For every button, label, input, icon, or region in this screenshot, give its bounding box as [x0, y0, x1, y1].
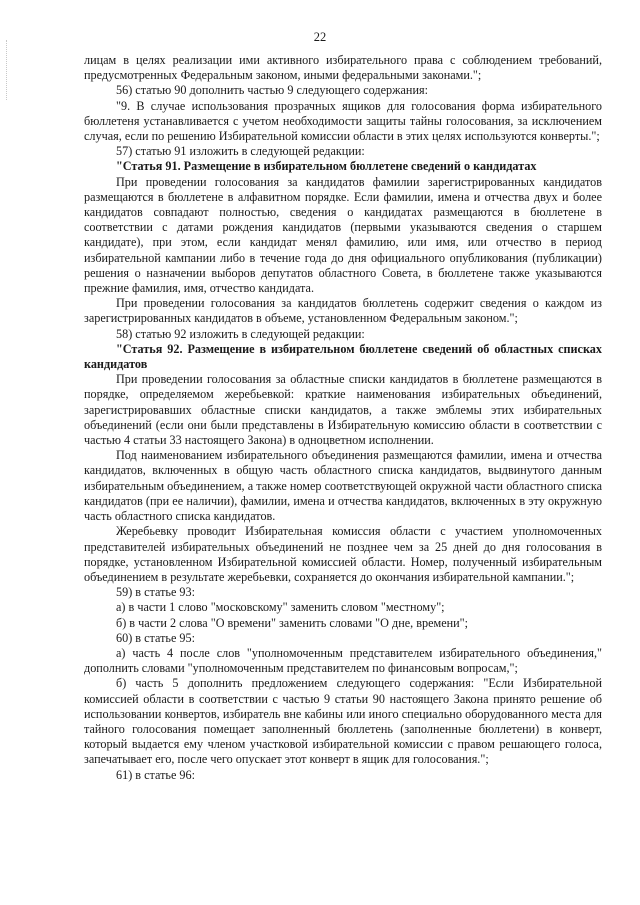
- scan-margin-mark: [6, 40, 8, 100]
- paragraph-2: "9. В случае использования прозрачных ящиков для голосования форма избирательного бюллетеня устанавливается с учетом необходимости защиты тайны голосования, за исключением случая, если по решению Избирательной комиссии области в этих целях используются конверты.";: [84, 98, 602, 144]
- paragraph-6: При проведении голосования за кандидатов бюллетень содержит сведения о каждом из зарегистрированных кандидатов в объеме, установленном Федеральным законом.";: [84, 296, 602, 326]
- paragraph-9: При проведении голосования за областные списки кандидатов в бюллетене размещаются в порядке, определяемом жеребьевкой: краткие наименования избирательных объединений, зарегистрировавших областные списки кандидатов, а также эмблемы этих избирательных объединений (если они были представлены в Избирательную комиссию области в соответствии с частью 4 статьи 33 настоящего Закона) в одноцветном исполнении.: [84, 372, 602, 448]
- paragraph-12: 59) в статье 93:: [116, 585, 195, 600]
- paragraph-10: Под наименованием избирательного объединения размещаются фамилии, имена и отчества кандидатов, включенных в общую часть областного списка кандидатов, выдвинутого данным избирательным объединением, а также номер соответствующей окружной части областного списка кандидатов (при ее наличии), фамилии, имена и отчества кандидатов, включенных в эту окружную часть областного списка кандидатов.: [84, 448, 602, 524]
- paragraph-16: а) часть 4 после слов "уполномоченным представителем избирательного объединения," дополнить словами "уполномоченным представителем по финансовым вопросам,";: [84, 645, 602, 676]
- paragraph-14: б) в части 2 слова "О времени" заменить словами "О дне, времени";: [116, 615, 469, 630]
- paragraph-18: 61) в статье 96:: [116, 767, 195, 782]
- document-body: [84, 53, 602, 783]
- paragraph-11: Жеребьевку проводит Избирательная комиссия области с участием уполномоченных представителей избирательных объединений не позднее чем за 25 дней до дня голосования в порядке, установленном Избирательной комиссией области. Номер, полученный избирательным объединением в результате жеребьевки, сохраняется до окончания избирательной кампании.";: [84, 524, 602, 584]
- paragraph-0: лицам в целях реализации ими активного избирательного права с соблюдением требований, предусмотренных Федеральным законом, иными федеральными законами.";: [84, 53, 602, 83]
- paragraph-7: 58) статью 92 изложить в следующей редакции:: [116, 326, 365, 341]
- paragraph-3: 57) статью 91 изложить в следующей редакции:: [116, 144, 365, 159]
- paragraph-17: б) часть 5 дополнить предложением следующего содержания: "Если Избирательной комиссией области в соответствии с частью 9 статьи 90 настоящего Закона принято решение об использовании конвертов, избиратель вне кабины или иного специально оборудованного места для тайного голосования помещает заполненный бюллетень (заполненные бюллетени) в конверт, который выдается ему членом участковой избирательной комиссии с правом решающего голоса, запечатывает его, после чего опускает этот конверт в ящик для голосования.";: [84, 676, 602, 767]
- article-92-heading: "Статья 92. Размещение в избирательном бюллетене сведений об областных списках кандидатов: [84, 341, 602, 372]
- paragraph-15: 60) в статье 95:: [116, 630, 195, 645]
- paragraph-5: При проведении голосования за кандидатов фамилии зарегистрированных кандидатов размещаются в бюллетене в алфавитном порядке. Если фамилии, имена и отчества двух и более кандидатов совпадают полностью, сведения о кандидатах размещаются в бюллетене в соответствии с датами рождения кандидатов (первыми указываются сведения о старшем кандидате), при этом, если кандидат менял фамилию, или имя, или отчество в период избирательной кампании либо в течение года до дня официального опубликования (публикации) решения о назначении выборов депутатов областного Совета, в бюллетене также указываются прежние фамилия, имя, отчество кандидата.: [84, 174, 602, 296]
- paragraph-1: 56) статью 90 дополнить частью 9 следующего содержания:: [116, 83, 428, 98]
- article-91-heading: "Статья 91. Размещение в избирательном бюллетене сведений о кандидатах: [116, 159, 537, 174]
- paragraph-13: а) в части 1 слово "московскому" заменить словом "местному";: [116, 600, 445, 615]
- page-number: 22: [313, 30, 327, 44]
